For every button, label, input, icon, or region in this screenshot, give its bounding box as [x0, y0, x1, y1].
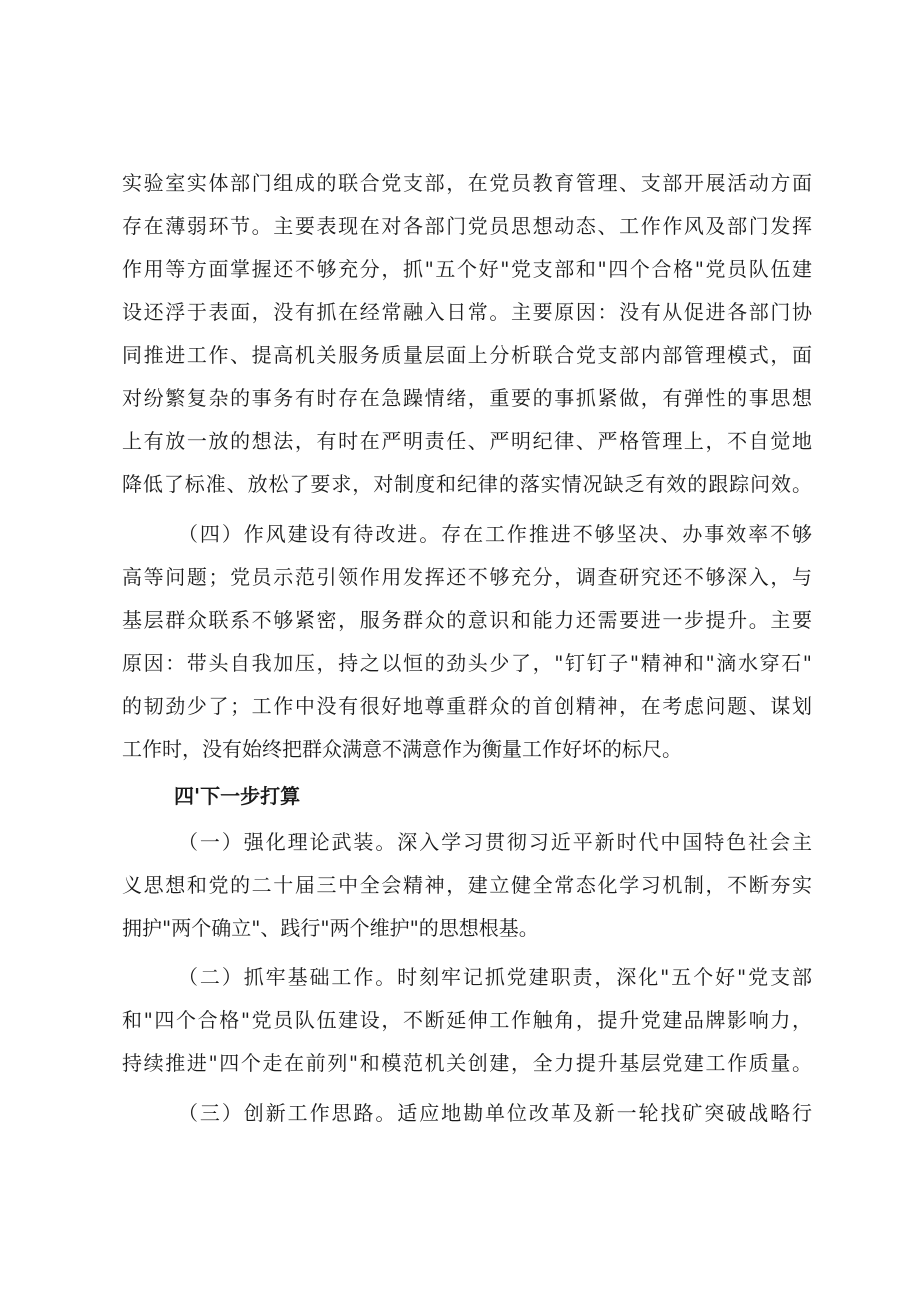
paragraph-line: 对纷繁复杂的事务有时存在急躁情绪，重要的事抓紧做，有弹性的事思想: [122, 386, 812, 410]
paragraph-line: 和"四个合格"党员队伍建设，不断延伸工作触角，提升党建品牌影响力，: [122, 1008, 812, 1032]
paragraph-line: 作用等方面掌握还不够充分，抓"五个好"党支部和"四个合格"党员队伍建: [122, 257, 812, 281]
paragraph-line: 的韧劲少了；工作中没有很好地尊重群众的首创精神，在考虑问题、谋划: [122, 694, 812, 718]
paragraph-line: 持续推进"四个走在前列"和模范机关创建，全力提升基层党建工作质量。: [122, 1051, 812, 1075]
paragraph-line: （一）强化理论武装。深入学习贯彻习近平新时代中国特色社会主: [178, 830, 812, 854]
paragraph-line: 工作时，没有始终把群众满意不满意作为衡量工作好坏的标尺。: [122, 737, 682, 761]
paragraph-line: 上有放一放的想法，有时在严明责任、严明纪律、严格管理上，不自觉地: [122, 429, 812, 453]
paragraph-line: 高等问题；党员示范引领作用发挥还不够充分，调查研究还不够深入，与: [122, 565, 812, 589]
paragraph-line: （三）创新工作思路。适应地勘单位改革及新一轮找矿突破战略行: [178, 1101, 812, 1125]
paragraph-line: 同推进工作、提高机关服务质量层面上分析联合党支部内部管理模式，面: [122, 343, 812, 367]
paragraph-line: 设还浮于表面，没有抓在经常融入日常。主要原因：没有从促进各部门协: [122, 300, 812, 324]
paragraph-line: 降低了标准、放松了要求，对制度和纪律的落实情况缺乏有效的跟踪问效。: [122, 472, 812, 496]
paragraph-line: 基层群众联系不够紧密，服务群众的意识和能力还需要进一步提升。主要: [122, 608, 812, 632]
paragraph-line: 实验室实体部门组成的联合党支部，在党员教育管理、支部开展活动方面: [122, 171, 812, 195]
paragraph-line: 拥护"两个确立"、践行"两个维护"的思想根基。: [122, 916, 539, 940]
paragraph-line: （四）作风建设有待改进。存在工作推进不够坚决、办事效率不够: [178, 522, 812, 546]
section-heading: 四'下一步打算: [174, 784, 301, 808]
paragraph-line: 原因：带头自我加压，持之以恒的劲头少了，"钉钉子"精神和"滴水穿石": [122, 651, 812, 675]
paragraph-line: （二）抓牢基础工作。时刻牢记抓党建职责，深化"五个好"党支部: [178, 965, 812, 989]
paragraph-line: 存在薄弱环节。主要表现在对各部门党员思想动态、工作作风及部门发挥: [122, 214, 812, 238]
paragraph-line: 义思想和党的二十届三中全会精神，建立健全常态化学习机制，不断夯实: [122, 873, 812, 897]
